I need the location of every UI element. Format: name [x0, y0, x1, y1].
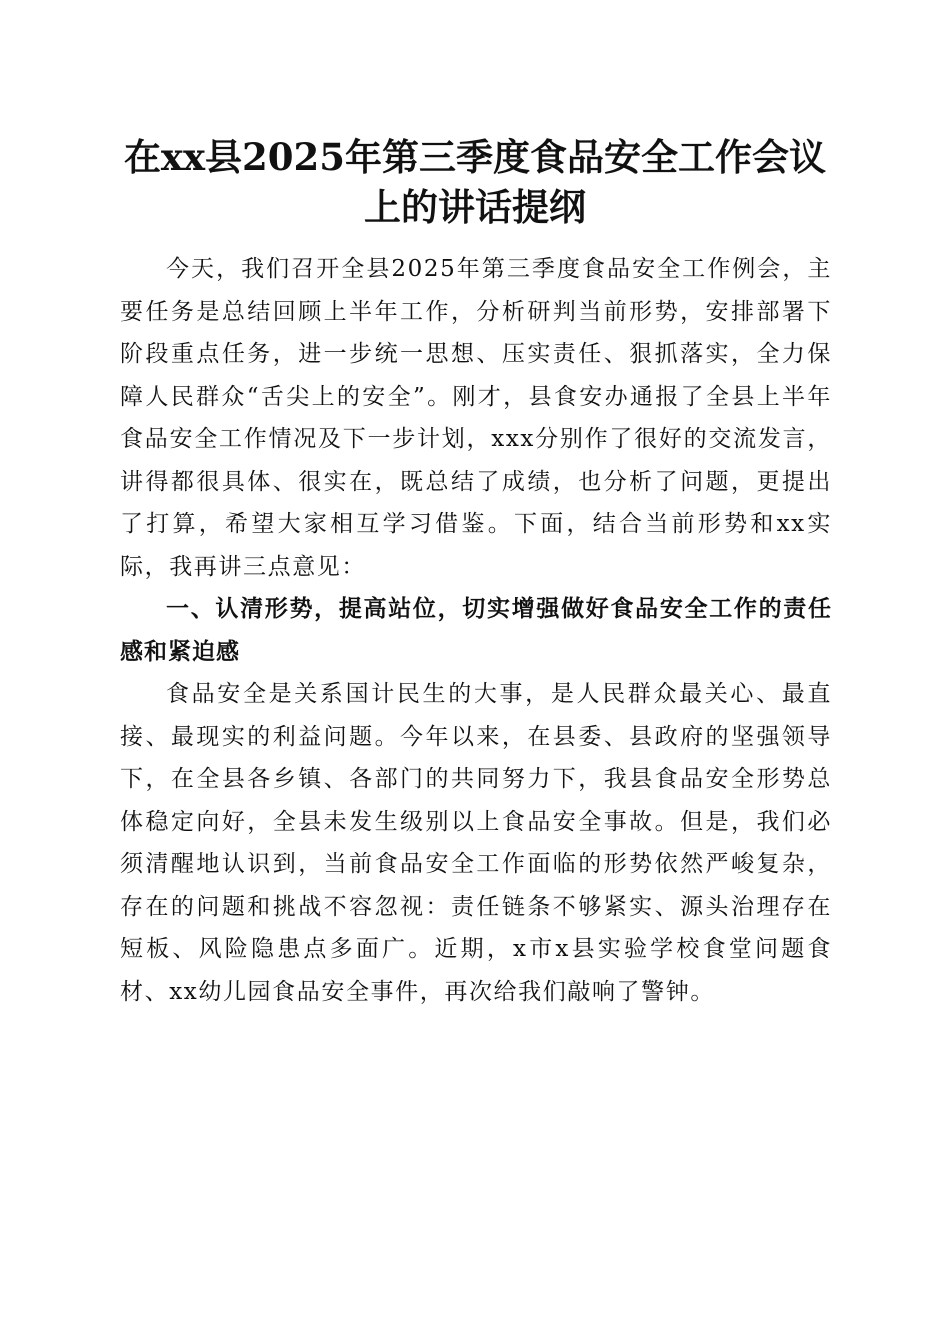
section-paragraph: 食品安全是关系国计民生的大事，是人民群众最关心、最直接、最现实的利益问题。今年以来，在县委、县政府的坚强领导下，在全县各乡镇、各部门的共同努力下，我县食品安全形势总体稳定向好，全县未发生级别以上食品安全事故。但是，我们必须清醒地认识到，当前食品安全工作面临的形势依然严峻复杂，存在的问题和挑战不容忽视：责任链条不够紧实、源头治理存在短板、风险隐患点多面广。近期，x市x县实验学校食堂问题食材、xx幼儿园食品安全事件，再次给我们敲响了警钟。: [120, 681, 832, 1005]
section-heading: 一、认清形势，提高站位，切实增强做好食品安全工作的责任感和紧迫感: [120, 596, 832, 665]
document-body: [120, 248, 832, 1013]
document-title: 在xx县2025年第三季度食品安全工作会议上的讲话提纲: [123, 135, 827, 229]
intro-paragraph: 今天，我们召开全县2025年第三季度食品安全工作例会，主要任务是总结回顾上半年工作，分析研判当前形势，安排部署下阶段重点任务，进一步统一思想、压实责任、狠抓落实，全力保障人民群众“舌尖上的安全”。刚才，县食安办通报了全县上半年食品安全工作情况及下一步计划，xxx分别作了很好的交流发言，讲得都很具体、很实在，既总结了成绩，也分析了问题，更提出了打算，希望大家相互学习借鉴。下面，结合当前形势和xx实际，我再讲三点意见：: [120, 256, 832, 580]
